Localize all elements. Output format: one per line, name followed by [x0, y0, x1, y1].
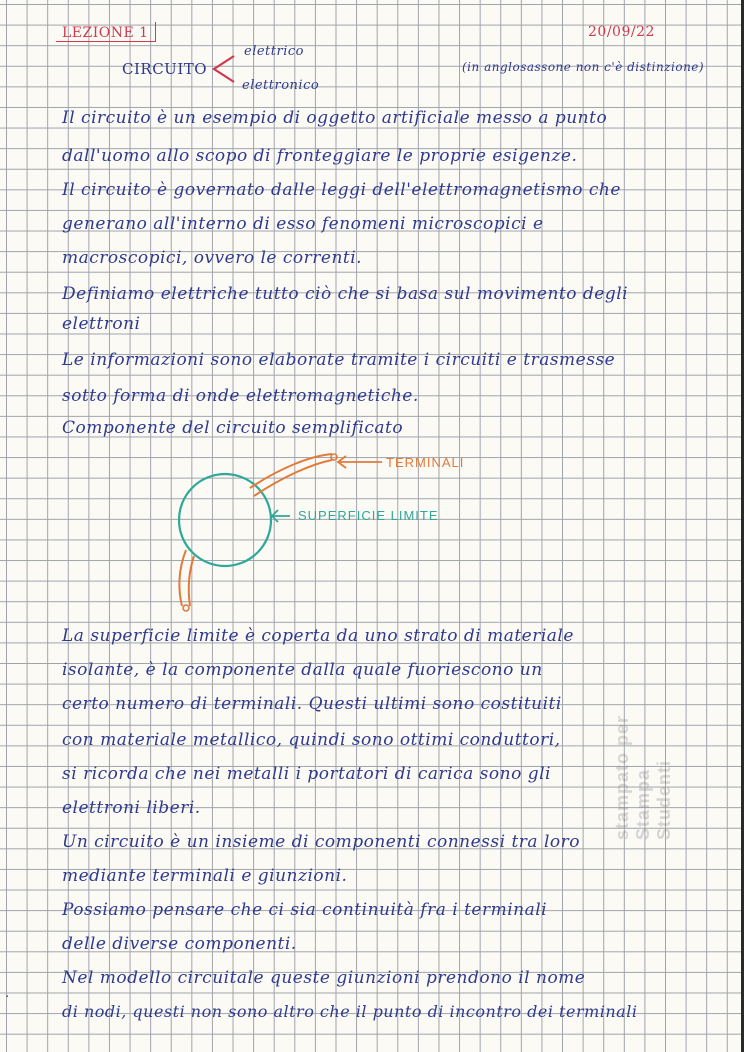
- text-line: Un circuito è un insieme di componenti connessi tra loro: [62, 832, 580, 852]
- text-line: elettroni: [62, 314, 141, 334]
- text-line: Le informazioni sono elaborate tramite i circuiti e trasmesse: [62, 350, 616, 370]
- title-branch-electric: elettrico: [244, 44, 304, 59]
- text-line: La superficie limite è coperta da uno strato di materiale: [62, 626, 574, 646]
- label-terminals: TERMINALI: [386, 455, 465, 470]
- date-label: 20/09/22: [588, 24, 655, 40]
- text-line: sotto forma di onde elettromagnetiche.: [62, 386, 419, 406]
- text-line: mediante terminali e giunzioni.: [62, 866, 348, 886]
- watermark: stampato per Stampa Studenti: [612, 714, 674, 840]
- title-circuito: CIRCUITO: [122, 60, 208, 78]
- title-branch-electronic: elettronico: [242, 78, 320, 93]
- text-line: dall'uomo allo scopo di fronteggiare le proprie esigenze.: [62, 146, 578, 166]
- terminal-upper: [250, 454, 332, 488]
- text-line: macroscopici, ovvero le correnti.: [62, 248, 363, 268]
- text-line: Possiamo pensare che ci sia continuità fra i terminali: [62, 900, 548, 920]
- lesson-label: LEZIONE 1: [62, 25, 149, 41]
- text-line: Il circuito è governato dalle leggi dell'elettromagnetismo che: [62, 180, 621, 200]
- text-line: con materiale metallico, quindi sono ottimi conduttori,: [62, 730, 561, 750]
- label-surface: SUPERFICIE LIMITE: [298, 508, 439, 523]
- text-line: di nodi, questi non sono altro che il punto di incontro dei terminali: [62, 1002, 638, 1021]
- branch-bracket-icon: [208, 52, 238, 86]
- text-line: Nel modello circuitale queste giunzioni prendono il nome: [62, 968, 586, 988]
- text-line: elettroni liberi.: [62, 798, 201, 818]
- text-line: certo numero di terminali. Questi ultimi sono costituiti: [62, 694, 562, 714]
- lesson-label-box: [56, 22, 156, 42]
- page-mark: ·: [4, 990, 11, 1003]
- terminal-lower: [179, 550, 186, 606]
- text-line: Il circuito è un esempio di oggetto artificiale messo a punto: [62, 108, 608, 128]
- text-line: Definiamo elettriche tutto ciò che si basa sul movimento degli: [62, 284, 629, 304]
- title-note: (in anglosassone non c'è distinzione): [462, 60, 705, 74]
- text-line: isolante, è la componente dalla quale fuoriescono un: [62, 660, 543, 680]
- text-line: delle diverse componenti.: [62, 934, 297, 954]
- surface-circle: [179, 474, 271, 566]
- text-line: generano all'interno di esso fenomeni microscopici e: [62, 214, 544, 234]
- text-line: si ricorda che nei metalli i portatori di carica sono gli: [62, 764, 551, 784]
- text-line: Componente del circuito semplificato: [62, 418, 404, 438]
